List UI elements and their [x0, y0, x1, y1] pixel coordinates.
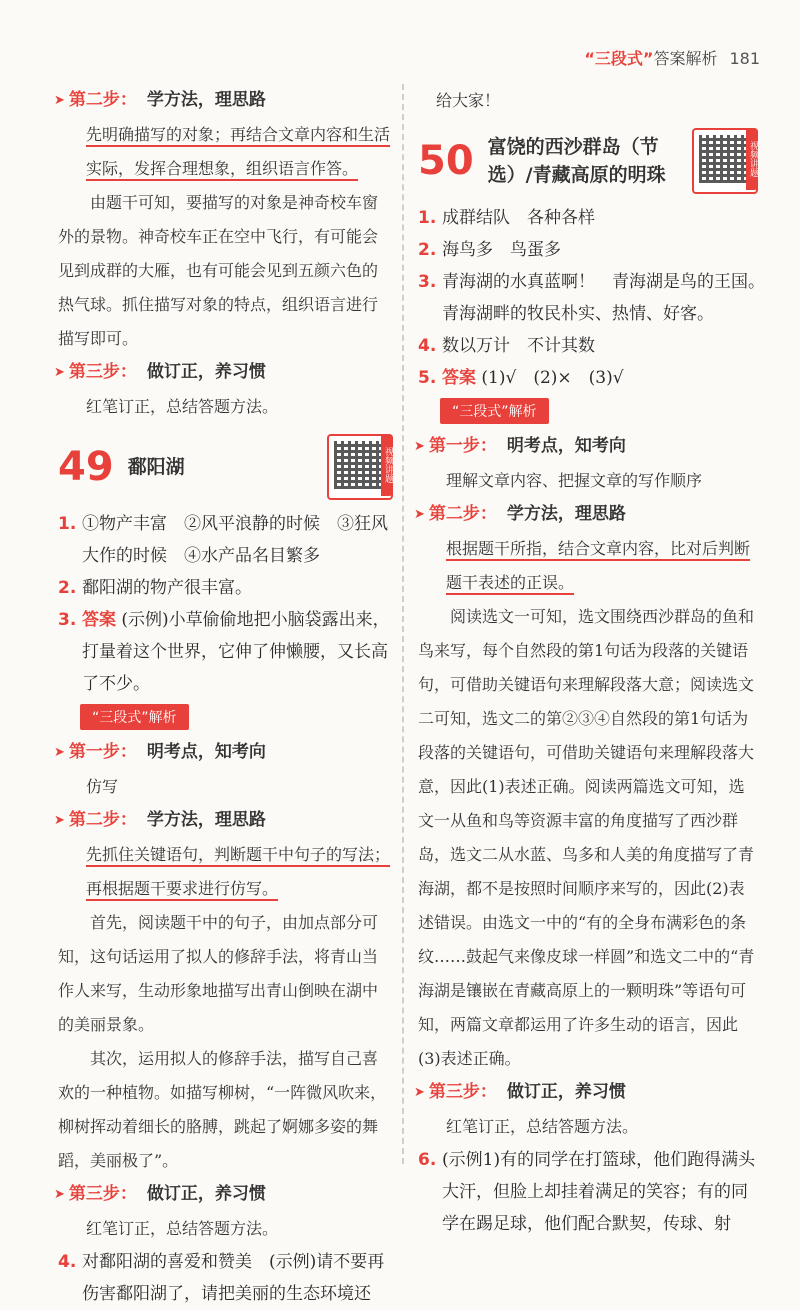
- qr-label: 视频讲题: [746, 128, 758, 190]
- answer-item: 1. 成群结队 各种各样: [418, 208, 595, 228]
- step-two-analysis: 由题干可知，要描写的对象是神奇校车窗外的景物。神奇校车正在空中飞行，有可能会见到成群的大雁，也有可能会见到五颜六色的热气球。抓住描写对象的特点，组织语言进行描写即可。: [58, 193, 379, 348]
- step-value: 做订正，养习惯: [146, 362, 266, 382]
- step-three: ➤ 第三步： 做订正，养习惯: [54, 1184, 266, 1204]
- page-header: [0, 0, 800, 74]
- section-title: 鄱阳湖: [127, 456, 185, 478]
- step-arrow-icon: ➤: [54, 744, 65, 760]
- answer-item: 1. ①物产丰富 ②风平浪静的时候 ③狂风大作的时候 ④水产品名目繁多: [58, 514, 388, 566]
- header-text: [584, 46, 760, 69]
- step-two-paragraph: 其次，运用拟人的修辞手法，描写自己喜欢的一种植物。如描写柳树，“一阵微风吹来，柳树挥动着细长的胳膊，跳起了婀娜多姿的舞蹈，美丽极了”。: [58, 1049, 387, 1170]
- step-two-method: 先抓住关键语句，判断题干中句子的写法；再根据题干要求进行仿写。: [86, 845, 391, 898]
- step-two: [54, 86, 393, 114]
- qr-code-icon[interactable]: [692, 128, 758, 194]
- qr-code-icon[interactable]: [327, 434, 393, 500]
- section-title: 富饶的西沙群岛（节选）/青藏高原的明珠: [487, 136, 666, 186]
- section-number: 50: [418, 138, 474, 184]
- answer-item: 5. 答案 (1)√ (2)× (3)√: [418, 368, 624, 388]
- header-highlight: “三段式”: [584, 49, 654, 68]
- step-two-method: 先明确描写的对象；再结合文章内容和生活实际，发挥合理想象，组织语言作答。: [86, 125, 391, 178]
- step-value: 学方法，理思路: [146, 90, 266, 110]
- section-number: 49: [58, 444, 114, 490]
- step-arrow-icon: ➤: [54, 1186, 65, 1202]
- step-two-method: 根据题干所指，结合文章内容，比对后判断题干表述的正误。: [446, 539, 751, 592]
- answer-item: 3. 青海湖的水真蓝啊！ 青海湖是鸟的王国。 青海湖畔的牧民朴实、热情、好客。: [418, 272, 774, 324]
- step-two-paragraph: 首先，阅读题干中的句子，由加点部分可知，这句话运用了拟人的修辞手法，将青山当作人来写，生动形象地描写出青山倒映在湖中的美丽景象。: [58, 913, 379, 1034]
- step-arrow-icon: ➤: [54, 364, 65, 380]
- header-title: 答案解析: [653, 49, 718, 68]
- step-arrow-icon: ➤: [54, 92, 65, 108]
- section-50-header: [418, 128, 758, 194]
- answer-item: 6. (示例1)有的同学在打篮球，他们跑得满头大汗，但脸上却挂着满足的笑容；有的同学在踢足球，他们配合默契，传球、射: [418, 1150, 756, 1234]
- answer-item: 2. 海鸟多 鸟蛋多: [418, 240, 561, 260]
- page-number: 181: [729, 49, 760, 68]
- answer-item: 3. 答案 (示例)小草偷偷地把小脑袋露出来，打量着这个世界，它伸了伸懒腰，又长高了不少。: [58, 610, 390, 694]
- step-arrow-icon: ➤: [414, 506, 425, 522]
- step-three: ➤ 第三步： 做订正，养习惯: [414, 1082, 626, 1102]
- right-column: [414, 84, 774, 1240]
- step-two: ➤ 第二步： 学方法，理思路: [54, 810, 266, 830]
- continued-text: 给大家！: [436, 91, 501, 110]
- left-column: [54, 84, 393, 1310]
- step-three-body: 红笔订正，总结答题方法。: [86, 1219, 279, 1238]
- step-one-body: 仿写: [86, 777, 119, 796]
- answer-item: 4. 对鄱阳湖的喜爱和赞美 (示例)请不要再伤害鄱阳湖了，请把美丽的生态环境还: [58, 1252, 385, 1304]
- step-three-body: 红笔订正，总结答题方法。: [446, 1117, 639, 1136]
- answer-item: 2. 鄱阳湖的物产很丰富。: [58, 578, 252, 598]
- analysis-tag: “三段式”解析: [80, 704, 189, 730]
- step-arrow-icon: ➤: [414, 438, 425, 454]
- step-label: 第三步：: [68, 362, 137, 382]
- answer-item: 4. 数以万计 不计其数: [418, 336, 595, 356]
- analysis-tag: “三段式”解析: [440, 398, 549, 424]
- qr-label: 视频讲题: [381, 434, 393, 496]
- step-two-paragraph: 阅读选文一可知，选文围绕西沙群岛的鱼和鸟来写，每个自然段的第1句话为段落的关键语句，可借助关键语句来理解段落大意；阅读选文二可知，选文二的第②③④自然段的第1句话为段落的关键语句，可借助关键语句来理解段落大意，因此(1)表述正确。阅读两篇选文可知，选文一从鱼和鸟等资源丰富的角度描写了西沙群岛，选文二从水蓝、鸟多和人美的角度描写了青海湖，都不是按照时间顺序来写的，因此(2)表述错误。由选文一中的“有的全身布满彩色的条纹……鼓起气来像皮球一样圆”和选文二中的“青海湖是镶嵌在青藏高原上的一颗明珠”等语句可知，两篇文章都运用了许多生动的语言，因此(3)表述正确。: [418, 607, 755, 1068]
- step-one: ➤ 第一步： 明考点，知考向: [54, 742, 266, 762]
- step-arrow-icon: ➤: [54, 812, 65, 828]
- step-one: ➤ 第一步： 明考点，知考向: [414, 436, 626, 456]
- step-arrow-icon: ➤: [414, 1084, 425, 1100]
- section-49-header: [58, 434, 393, 500]
- step-three-body: 红笔订正，总结答题方法。: [86, 397, 279, 416]
- column-divider: [402, 84, 404, 1164]
- step-one-body: 理解文章内容、把握文章的写作顺序: [446, 471, 703, 490]
- step-two: ➤ 第二步： 学方法，理思路: [414, 504, 626, 524]
- step-label: 第二步：: [68, 90, 137, 110]
- step-three: [54, 358, 393, 386]
